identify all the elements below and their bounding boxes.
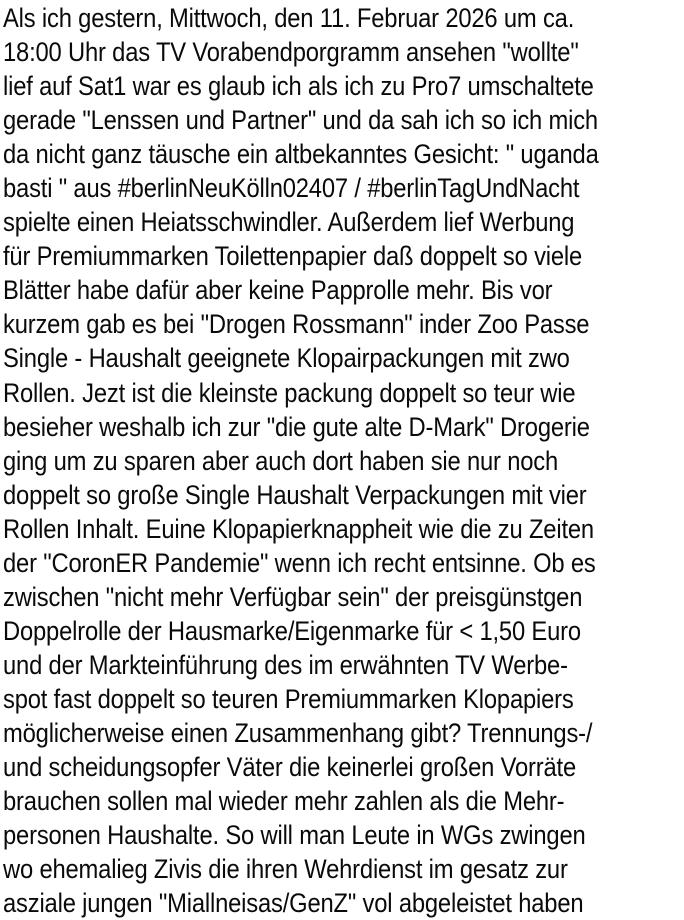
text-line: spielte einen Heiatsschwindler. Außerdem lief Werbung [3,207,575,238]
text-line: gerade "Lenssen und Partner" und da sah ich so ich mich [3,105,598,136]
text-line: ging um zu sparen aber auch dort haben sie nur noch [3,445,559,476]
text-line: der "CoronER Pandemie" wenn ich recht entsinne. Ob es [3,547,596,578]
text-line: besieher weshalb ich zur "die gute alte D-Mark" Drogerie [3,411,590,442]
text-line: möglicherweise einen Zusammenhang gibt? Trennungs-/ [3,717,593,748]
text-document [3,1,684,920]
text-line: doppelt so große Single Haushalt Verpackungen mit vier [3,479,587,510]
text-line: asziale jungen "Miallneisas/GenZ" vol abgeleistet haben [3,888,584,919]
text-line: für Premiummarken Toilettenpapier daß doppelt so viele [3,241,583,272]
text-line: Als ich gestern, Mittwoch, den 11. Februar 2026 um ca. [3,3,575,33]
text-line: Rollen Inhalt. Euine Klopapierknappheit wie die zu Zeiten [3,513,594,544]
text-line: Single - Haushalt geeignete Klopairpackungen mit zwo [3,343,570,374]
text-line: da nicht ganz täusche ein altbekanntes Gesicht: " uganda [3,139,599,170]
text-line: Doppelrolle der Hausmarke/Eigenmarke für < 1,50 Euro [3,615,581,646]
text-line: lief auf Sat1 war es glaub ich als ich zu Pro7 umschaltete [3,71,594,102]
text-line: brauchen sollen mal wieder mehr zahlen als die Mehr- [3,786,565,817]
text-line: kurzem gab es bei "Drogen Rossmann" inder Zoo Passe [3,309,590,340]
text-line: basti " aus #berlinNeuKölln02407 / #berlinTagUndNacht [3,173,580,204]
text-line: wo ehemalieg Zivis die ihren Wehrdienst im gesatz zur [3,854,568,885]
text-line: 18:00 Uhr das TV Vorabendporgramm ansehen "wollte" [3,37,579,68]
text-line: Blätter habe dafür aber keine Papprolle mehr. Bis vor [3,275,553,306]
text-line: personen Haushalte. So will man Leute in WGs zwingen [3,820,586,851]
text-line: zwischen "nicht mehr Verfügbar sein" der preisgünstgen [3,581,583,612]
text-line: und der Markteinführung des im erwähnten TV Werbe- [3,649,568,680]
text-line: und scheidungsopfer Väter die keinerlei großen Vorräte [3,752,576,783]
text-line: Rollen. Jezt ist die kleinste packung doppelt so teur wie [3,377,576,408]
text-line: spot fast doppelt so teuren Premiummarken Klopapiers [3,683,574,714]
